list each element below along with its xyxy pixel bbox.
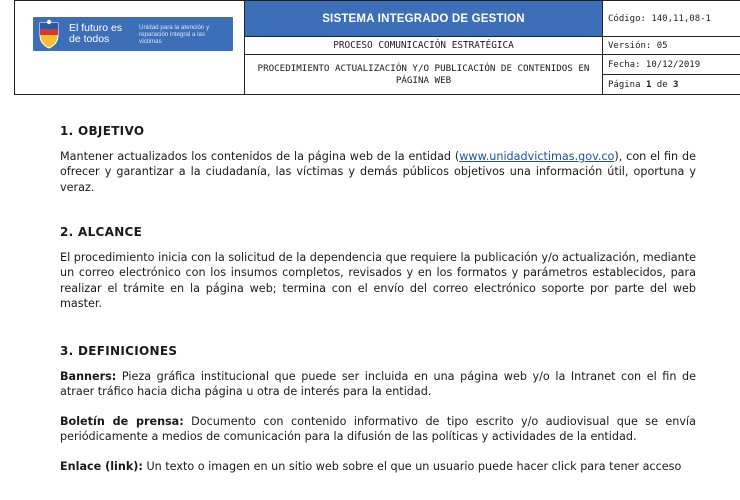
definition-item bbox=[60, 414, 696, 445]
paragraph-text: ), con el fin de ofrecer y garantizar a la ciudadanía, las víctimas y demás públicos objetivos una información útil, oportuna y veraz. bbox=[60, 150, 696, 194]
logo-cell bbox=[15, 0, 245, 94]
page-of: de bbox=[656, 79, 668, 90]
brand-main-text: El futuro es de todos bbox=[69, 22, 123, 45]
definition-item bbox=[60, 369, 696, 400]
page-current: 1 bbox=[645, 79, 652, 90]
coat-of-arms-icon bbox=[37, 19, 61, 49]
entity-logo bbox=[33, 17, 233, 51]
definition-term: Banners: bbox=[60, 370, 117, 383]
definition-item bbox=[60, 459, 696, 474]
definition-text: Documento con contenido informativo de tipo escrito y/o audiovisual que se envía periódicamente a medios de comunicación para la difusión de las políticas y actividades de la entidad. bbox=[60, 414, 696, 444]
brand-sub-text: Unidad para la atención y reparación integral a las víctimas bbox=[139, 23, 210, 45]
section-heading: 3. DEFINICIONES bbox=[60, 344, 178, 358]
date-page-cell bbox=[603, 54, 740, 94]
section-heading: 2. ALCANCE bbox=[60, 225, 143, 239]
page-counter bbox=[603, 75, 740, 94]
document-code: Código: 140,11,08-1 bbox=[603, 0, 740, 36]
section-definiciones bbox=[60, 344, 696, 474]
definition-text: Pieza gráfica institucional que puede ser incluida en una página web y/o la Intranet con el fin de atraer tráfico hacia dicha página u otra de interés para la entidad. bbox=[60, 370, 696, 399]
section-heading: 1. OBJETIVO bbox=[60, 124, 145, 138]
definition-text: Un texto o imagen en un sitio web sobre el que un usuario puede hacer click para tener acceso bbox=[142, 459, 682, 473]
section-paragraph: El procedimiento inicia con la solicitud de la dependencia que requiere la publicación y/o actualización, mediante un correo electrónico con los insumos completos, revisados y en los formatos y parámetros establecidos, para realizar el trámite en la página web; termina con el envío del correo electrónico soporte por parte del web master. bbox=[60, 251, 696, 311]
document-version: Versión: 05 bbox=[603, 36, 740, 54]
document-header bbox=[14, 0, 740, 95]
paragraph-text: Mantener actualizados los contenidos de la página web de la entidad ( bbox=[60, 150, 460, 163]
section-paragraph bbox=[60, 149, 696, 195]
website-link[interactable]: www.unidadvictimas.gov.co bbox=[459, 150, 615, 163]
system-title: SISTEMA INTEGRADO DE GESTION bbox=[245, 0, 603, 36]
page-total: 3 bbox=[673, 79, 679, 90]
section-objetivo bbox=[60, 124, 696, 195]
document-date: Fecha: 10/12/2019 bbox=[603, 55, 740, 75]
section-alcance bbox=[60, 225, 696, 312]
process-name: PROCESO COMUNICACIÓN ESTRATÉGICA bbox=[245, 36, 603, 54]
definition-term: Boletín de prensa: bbox=[60, 414, 184, 428]
procedure-name: PROCEDIMIENTO ACTUALIZACIÓN Y/O PUBLICACIÓN DE CONTENIDOS EN PÁGINA WEB bbox=[245, 54, 603, 94]
definition-term: Enlace (link): bbox=[60, 459, 143, 473]
page-label: Página bbox=[608, 79, 641, 90]
